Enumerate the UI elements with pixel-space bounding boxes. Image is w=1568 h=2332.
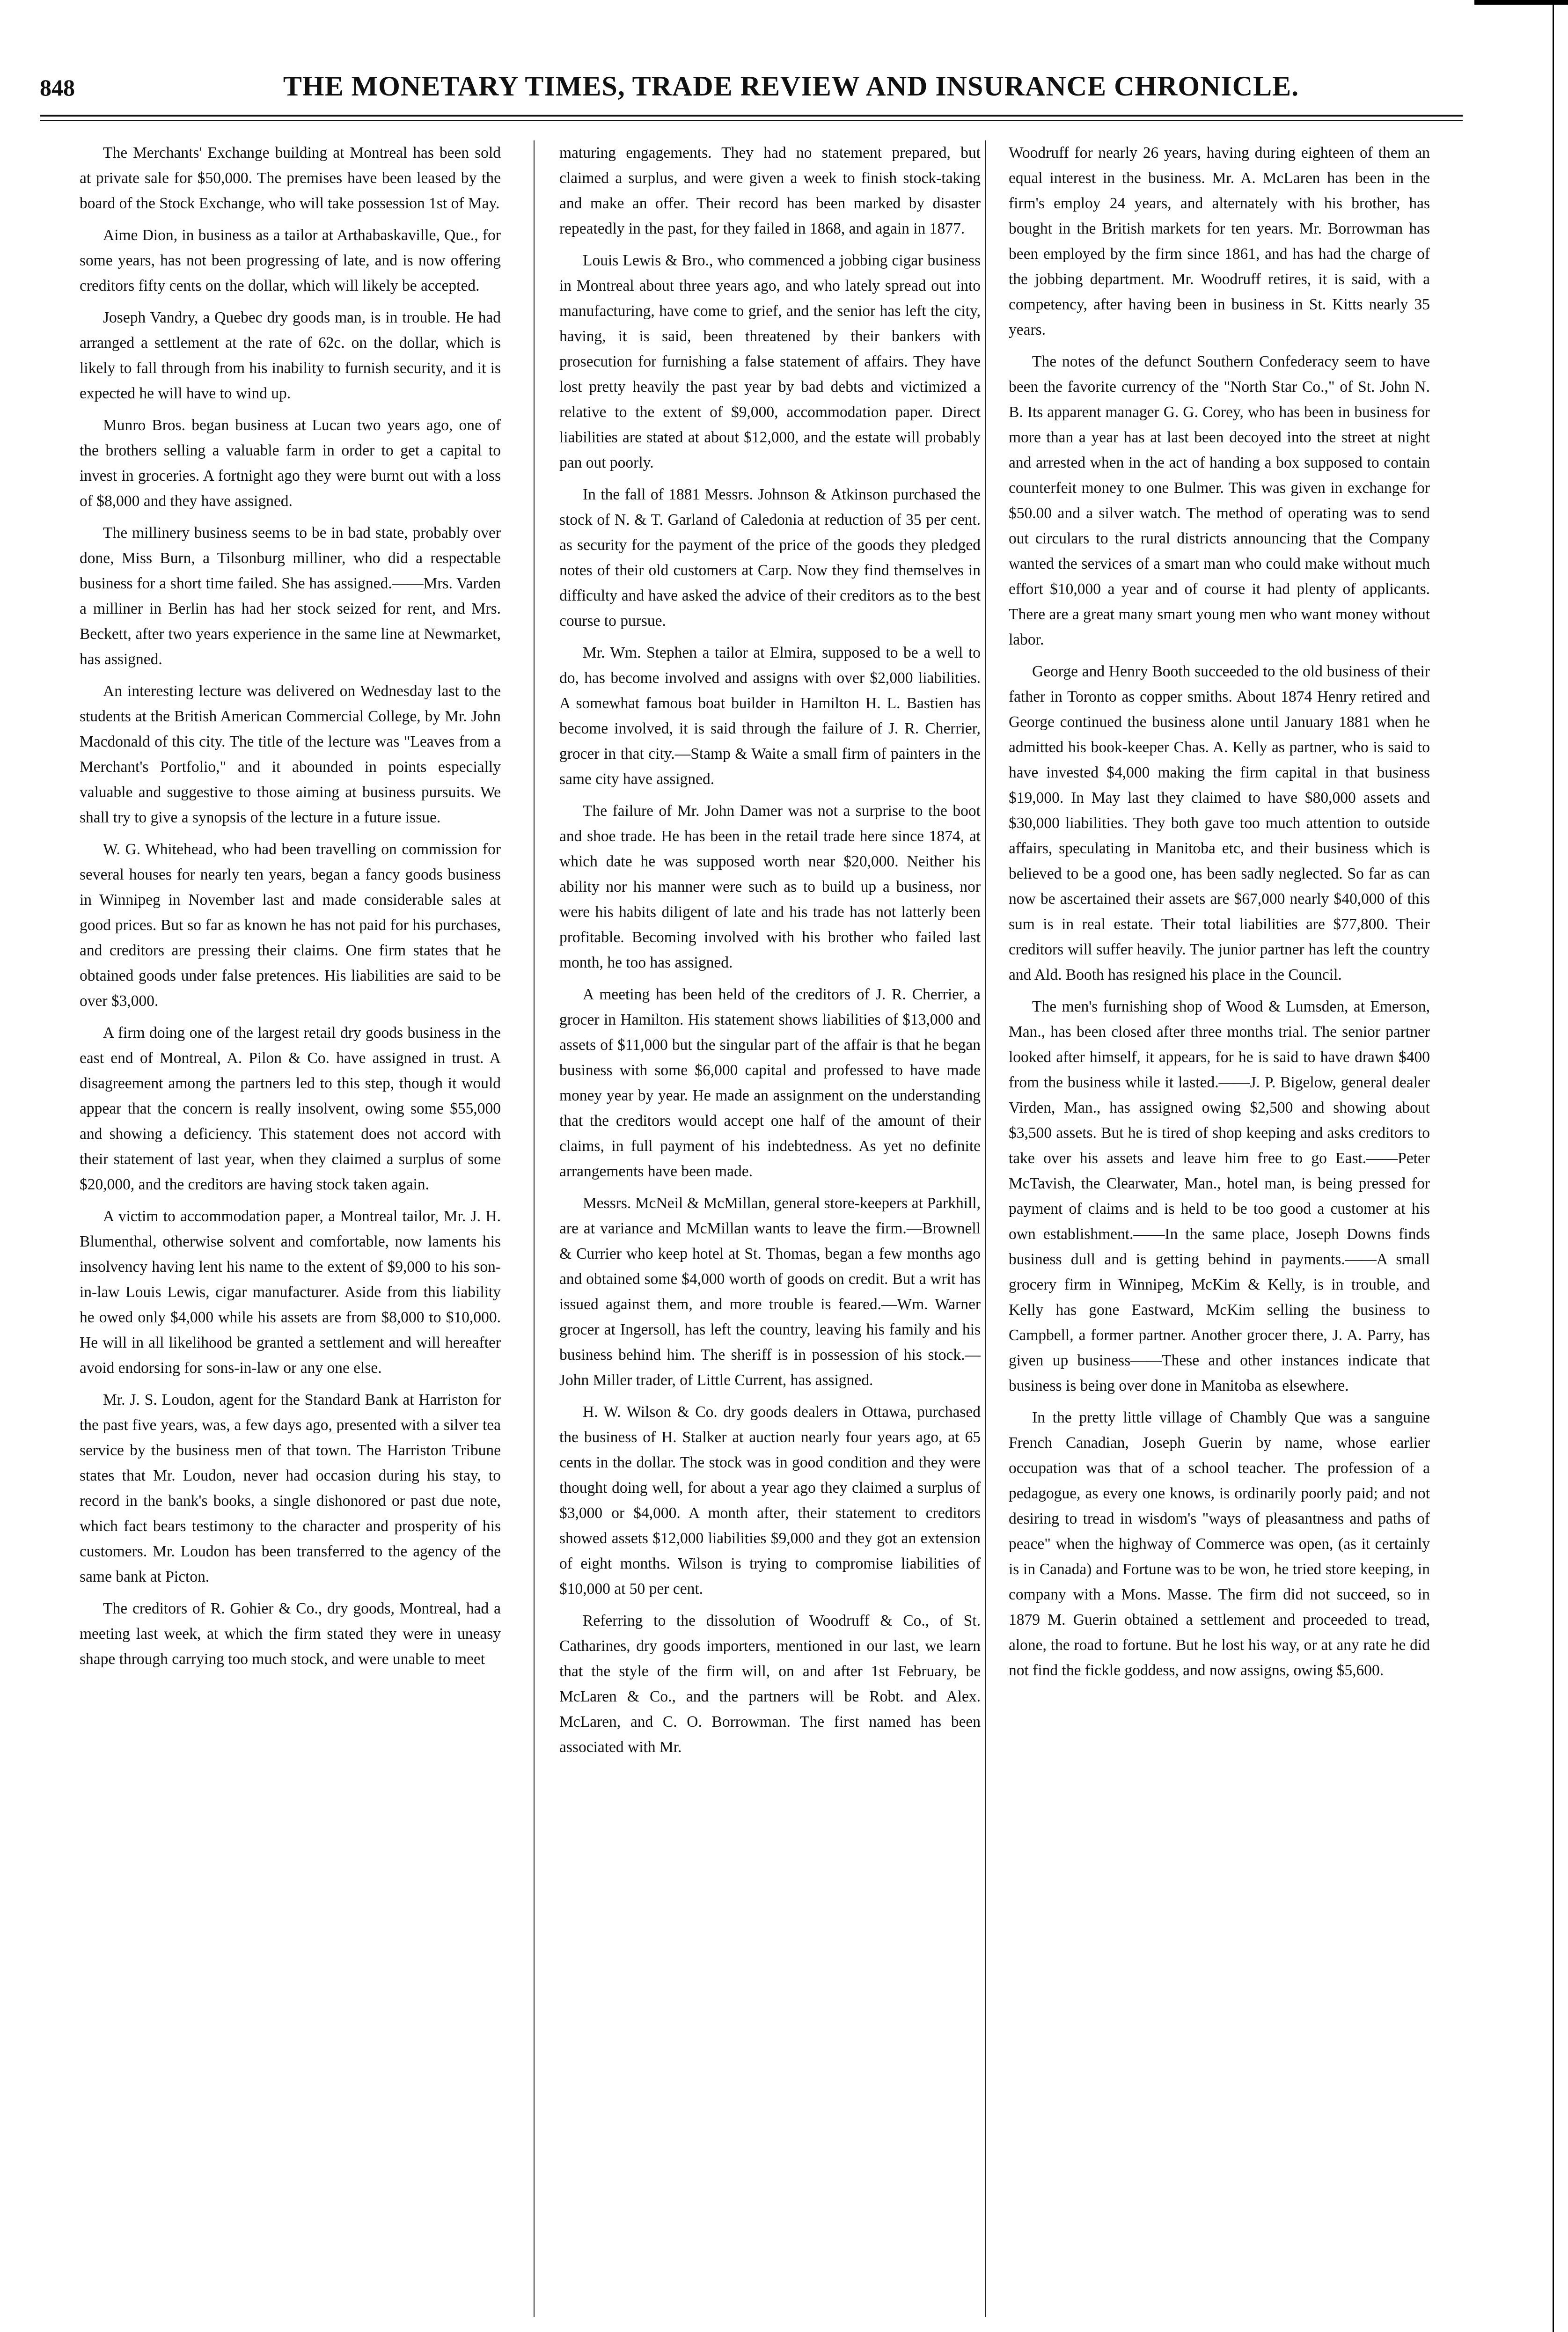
article-paragraph: The millinery business seems to be in bad state, probably over done, Miss Burn, a Tilsonburg milliner, who did a respectable business for a short time failed. She has assigned.——Mrs. Varden a milliner in Berlin has had her stock seized for rent, and Mrs. Beckett, after two years experience in the same line at Newmarket, has assigned. bbox=[80, 524, 501, 668]
article-paragraph: A victim to accommodation paper, a Montreal tailor, Mr. J. H. Blumenthal, otherwise solvent and comfortable, now laments his insolvency having lent his name to the extent of $9,000 to his son-in-law Louis Lewis, cigar manufacturer. Aside from this liability he owed only $4,000 while his assets are from $8,000 to $10,000. He will in all likelihood be granted a settlement and will hereafter avoid endorsing for sons-in-law or any one else. bbox=[80, 1208, 501, 1377]
article-paragraph: Woodruff for nearly 26 years, having during eighteen of them an equal interest in the business. Mr. A. McLaren has been in the firm's employ 24 years, and alternately with his brother, has bought in the British markets for ten years. Mr. Borrowman has been employed by the firm since 1861, and has had the charge of the jobbing department. Mr. Woodruff retires, it is said, with a competency, after having been in business in St. Kitts nearly 35 years. bbox=[1009, 144, 1430, 338]
article-paragraph: The notes of the defunct Southern Confederacy seem to have been the favorite currency of the "North Star Co.," of St. John N. B. Its apparent manager G. G. Corey, who has been in business for more than a year has at last been decoyed into the street at night and arrested when in the act of handing a box supposed to contain counterfeit money to one Bulmer. This was given in exchange for $50.00 and a silver watch. The method of operating was to send out circulars to the rural districts announcing that the Company wanted the services of a smart man who could make without much effort $10,000 a year and of course it had plenty of applicants. There are a great many smart young men who want money without labor. bbox=[1009, 353, 1430, 648]
article-paragraph: George and Henry Booth succeeded to the old business of their father in Toronto as copper smiths. About 1874 Henry retired and George continued the business alone until January 1881 when he admitted his book-keeper Chas. A. Kelly as partner, who is said to have invested $4,000 making the firm capital in that business $19,000. In May last they claimed to have $80,000 assets and $30,000 liabilities. They both gave too much attention to outside affairs, speculating in Manitoba etc, and their business which is believed to be a good one, has been sadly neglected. So far as can now be ascertained their assets are $67,000 nearly $40,000 of this sum is in real estate. Their total liabilities are $77,800. Their creditors will suffer heavily. The junior partner has left the country and Ald. Booth has resigned his place in the Council. bbox=[1009, 663, 1430, 983]
article-paragraph: W. G. Whitehead, who had been travelling on commission for several houses for nearly ten years, began a fancy goods business in Winnipeg in November last and made considerable sales at good prices. But so far as known he has not paid for his purchases, and creditors are pressing their claims. One firm states that he obtained goods under false pretences. His liabilities are said to be over $3,000. bbox=[80, 841, 501, 1010]
page-edge-right bbox=[1553, 0, 1554, 2332]
article-paragraph: A meeting has been held of the creditors of J. R. Cherrier, a grocer in Hamilton. His statement shows liabilities of $13,000 and assets of $11,000 but the singular part of the affair is that he began business with some $6,000 capital and professed to have made money year by year. He made an assignment on the understanding that the creditors would accept one half of the amount of their claims, in full payment of his indebtedness. As yet no definite arrangements have been made. bbox=[559, 986, 981, 1180]
article-paragraph: Louis Lewis & Bro., who commenced a jobbing cigar business in Montreal about three years ago, and who lately spread out into manufacturing, have come to grief, and the senior has left the city, having, it is said, been threatened by their bankers with prosecution for furnishing a false statement of affairs. They have lost pretty heavily the past year by bad debts and victimized a relative to the extent of $9,000, accommodation paper. Direct liabilities are stated at about $12,000, and the estate will probably pan out poorly. bbox=[559, 252, 981, 471]
article-paragraph: Mr. J. S. Loudon, agent for the Standard Bank at Harriston for the past five years, was, a few days ago, presented with a silver tea service by the business men of that town. The Harriston Tribune states that Mr. Loudon, never had occasion during his stay, to record in the bank's books, a single dishonored or past due note, which fact bears testimony to the character and prosperity of his customers. Mr. Loudon has been transferred to the agency of the same bank at Picton. bbox=[80, 1391, 501, 1585]
journal-title: THE MONETARY TIMES, TRADE REVIEW AND INSURANCE CHRONICLE. bbox=[283, 71, 1299, 102]
article-paragraph: The failure of Mr. John Damer was not a surprise to the boot and shoe trade. He has been in the retail trade here since 1874, at which date he was supposed worth near $20,000. Neither his ability nor his manner were such as to build up a business, nor were his habits diligent of late and his trade has not latterly been profitable. Becoming involved with his brother who failed last month, he too has assigned. bbox=[559, 802, 981, 971]
article-paragraph: Messrs. McNeil & McMillan, general store-keepers at Parkhill, are at variance and McMillan wants to leave the firm.—Brownell & Currier who keep hotel at St. Thomas, began a few months ago and obtained some $4,000 worth of goods on credit. But a writ has issued against them, and more trouble is feared.—Wm. Warner grocer at Ingersoll, has left the country, leaving his family and his business behind him. The sheriff is in possession of his stock.—John Miller trader, of Little Current, has assigned. bbox=[559, 1195, 981, 1389]
column-divider bbox=[985, 140, 986, 2317]
article-paragraph: Joseph Vandry, a Quebec dry goods man, is in trouble. He had arranged a settlement at the rate of 62c. on the dollar, which is likely to fall through from his inability to furnish security, and it is expected he will have to wind up. bbox=[80, 309, 501, 402]
article-paragraph: Mr. Wm. Stephen a tailor at Elmira, supposed to be a well to do, has become involved and assigns with over $2,000 liabilities. A somewhat famous boat builder in Hamilton H. L. Bastien has become involved, it is said through the failure of J. R. Cherrier, grocer in that city.—Stamp & Waite a small firm of painters in the same city have assigned. bbox=[559, 644, 981, 788]
page-edge-top bbox=[1474, 0, 1568, 5]
article-paragraph: The Merchants' Exchange building at Montreal has been sold at private sale for $50,000. The premises have been leased by the board of the Stock Exchange, who will take possession 1st of May. bbox=[80, 144, 501, 212]
article-paragraph: An interesting lecture was delivered on Wednesday last to the students at the British American Commercial College, by Mr. John Macdonald of this city. The title of the lecture was "Leaves from a Merchant's Portfolio," and it abounded in points especially valuable and suggestive to those aiming at business pursuits. We shall try to give a synopsis of the lecture in a future issue. bbox=[80, 682, 501, 826]
article-paragraph: In the fall of 1881 Messrs. Johnson & Atkinson purchased the stock of N. & T. Garland of Caledonia at reduction of 35 per cent. as security for the payment of the price of the goods they pledged notes of their old customers at Carp. Now they find themselves in difficulty and have asked the advice of their creditors as to the best course to pursue. bbox=[559, 486, 981, 630]
article-paragraph: Referring to the dissolution of Woodruff & Co., of St. Catharines, dry goods importers, mentioned in our last, we learn that the style of the firm will, on and after 1st February, be McLaren & Co., and the partners will be Robt. and Alex. McLaren, and C. O. Borrowman. The first named has been associated with Mr. bbox=[559, 1612, 981, 1756]
column-1 bbox=[80, 140, 501, 1679]
column-divider bbox=[534, 140, 535, 2317]
header-rule-thin bbox=[40, 120, 1463, 121]
article-paragraph: Aime Dion, in business as a tailor at Arthabaskaville, Que., for some years, has not been progressing of late, and is now offering creditors fifty cents on the dollar, which will likely be accepted. bbox=[80, 227, 501, 294]
article-paragraph: A firm doing one of the largest retail dry goods business in the east end of Montreal, A. Pilon & Co. have assigned in trust. A disagreement among the partners led to this step, though it would appear that the concern is really insolvent, owing some $55,000 and showing a deficiency. This statement does not accord with their statement of last year, when they claimed a surplus of some $20,000, and the creditors are having stock taken again. bbox=[80, 1024, 501, 1193]
article-paragraph: The creditors of R. Gohier & Co., dry goods, Montreal, had a meeting last week, at which the firm stated they were in uneasy shape through carrying too much stock, and were unable to meet bbox=[80, 1600, 501, 1668]
page-number: 848 bbox=[40, 74, 75, 101]
column-3 bbox=[1009, 140, 1430, 1690]
article-paragraph: Munro Bros. began business at Lucan two years ago, one of the brothers selling a valuable farm in order to get a capital to invest in groceries. A fortnight ago they were burnt out with a loss of $8,000 and they have assigned. bbox=[80, 417, 501, 510]
header-rule-thick bbox=[40, 115, 1463, 117]
article-paragraph: In the pretty little village of Chambly Que was a sanguine French Canadian, Joseph Guerin by name, whose earlier occupation was that of a school teacher. The profession of a pedagogue, as every one knows, is ordinarily poorly paid; and not desiring to tread in wisdom's "ways of pleasantness and paths of peace" when the highway of Commerce was open, (as it certainly is in Canada) and Fortune was to be won, he tried store keeping, in company with a Mons. Masse. The firm did not succeed, so in 1879 M. Guerin obtained a settlement and proceeded to tread, alone, the road to fortune. But he lost his way, or at any rate he did not find the fickle goddess, and now assigns, owing $5,600. bbox=[1009, 1409, 1430, 1679]
column-2 bbox=[559, 140, 981, 1767]
page-header bbox=[40, 70, 1463, 108]
article-paragraph: H. W. Wilson & Co. dry goods dealers in Ottawa, purchased the business of H. Stalker at auction nearly four years ago, at 65 cents in the dollar. The stock was in good condition and they were thought doing well, for about a year ago they claimed a surplus of $3,000 or $4,000. A month after, their statement to creditors showed assets $12,000 liabilities $9,000 and they got an extension of eight months. Wilson is trying to compromise liabilities of $10,000 at 50 per cent. bbox=[559, 1403, 981, 1598]
article-paragraph: maturing engagements. They had no statement prepared, but claimed a surplus, and were given a week to finish stock-taking and make an offer. Their record has been marked by disaster repeatedly in the past, for they failed in 1868, and again in 1877. bbox=[559, 144, 981, 237]
article-paragraph: The men's furnishing shop of Wood & Lumsden, at Emerson, Man., has been closed after three months trial. The senior partner looked after himself, it appears, for he is said to have drawn $400 from the business while it lasted.——J. P. Bigelow, general dealer Virden, Man., has assigned owing $2,500 and showing about $3,500 assets. But he is tired of shop keeping and asks creditors to take over his assets and leave him free to go East.——Peter McTavish, the Clearwater, Man., hotel man, is being pressed for payment of claims and is held to be too good a customer at his own establishment.——In the same place, Joseph Downs finds business dull and is getting behind in payments.——A small grocery firm in Winnipeg, McKim & Kelly, is in trouble, and Kelly has gone Eastward, McKim selling the business to Campbell, a former partner. Another grocer there, J. A. Parry, has given up business——These and other instances indicate that business is being over done in Manitoba as elsewhere. bbox=[1009, 998, 1430, 1394]
